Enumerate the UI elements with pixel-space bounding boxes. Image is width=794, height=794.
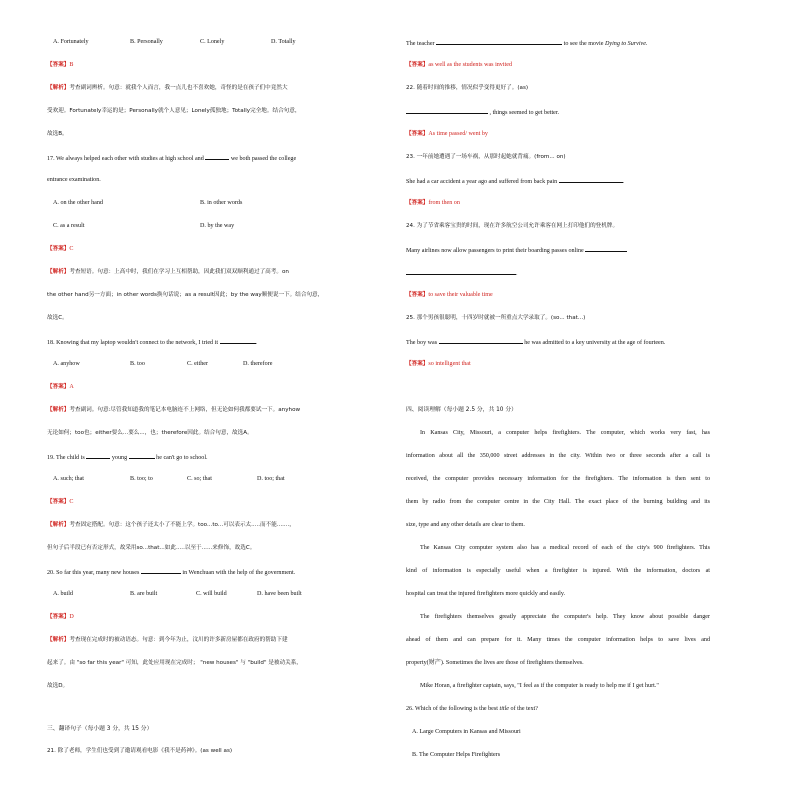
q21-fill-text-2: to see the movie — [563, 41, 604, 47]
q21-fill-text: The teacher — [406, 41, 435, 47]
passage-p3-line-3: property(财产). Sometimes the lives are those of firefighters themselves. — [406, 660, 584, 666]
q22-answer — [406, 130, 710, 138]
answer-value: to save their valuable time — [428, 292, 493, 298]
q17-option-d: D. by the way — [200, 223, 235, 229]
q17-stem-cont: entrance examination. — [47, 177, 101, 183]
q20-option-b: B. are built — [130, 591, 158, 597]
passage-p1-line-1: In Kansas City, Missouri, a computer helps firefighters. The computer, which works very fast, has — [420, 430, 710, 436]
answer-value: C — [69, 499, 74, 505]
passage-p2-line-3: hospital can treat the injured firefighters more quickly and easily. — [406, 591, 566, 597]
q18-option-d: D. therefore — [243, 361, 273, 367]
q18-option-c: C. either — [187, 361, 208, 367]
q20-blank — [141, 567, 181, 574]
q24-blank — [585, 245, 627, 252]
q18-option-a: A. anyhow — [53, 361, 80, 367]
passage-p1-line-2: information about all the 350,000 street addresses in the city. Within two or three seconds after a call is — [406, 453, 710, 459]
q16-answer — [47, 61, 353, 69]
q18-answer — [47, 383, 353, 391]
q19-blank-1 — [86, 452, 110, 459]
q23-blank — [559, 176, 623, 183]
q17-stem — [47, 153, 353, 163]
q21-blank — [436, 38, 562, 45]
q19-blank-2 — [129, 452, 155, 459]
q22-stem: 22. 随着时间的推移，情况似乎变得更好了。(as) — [406, 85, 529, 91]
q26-stem-italic: title — [499, 706, 509, 712]
answer-value: As time passed/ went by — [428, 131, 488, 137]
passage-p4: Mike Horan, a firefighter captain, says, "I feel as if the computer is ready to help me if I get hurt." — [420, 683, 659, 689]
passage-p2-line-2: kind of information is especially useful when a firefighter is injured. With the information, doctors at — [406, 568, 710, 574]
q20-stem — [47, 567, 353, 577]
answer-tag: 【答案】 — [47, 614, 70, 620]
q20-explanation-line-3: 故选D。 — [47, 683, 69, 689]
q18-blank — [220, 337, 256, 344]
q17-explanation-line-2: the other hand另一方面；in other words换句话说；as a result因此；by the way顺便说一下。结合句意， — [47, 292, 324, 298]
explanation-text: 考查短语。句意：上高中时，我们在学习上互相帮助，因此我们双双顺利通过了高考。on — [69, 269, 289, 275]
q19-stem-text: 19. The child is — [47, 455, 85, 461]
explanation-text: 考查副词辨析。句意：就我个人而言，我一点儿也不喜欢她，奇怪的是在孩子们中竟然大 — [69, 85, 288, 91]
q23-fill — [406, 176, 710, 186]
q25-fill — [406, 337, 710, 347]
answer-tag: 【答案】 — [47, 499, 70, 505]
answer-value: B — [69, 62, 74, 68]
passage-p3-line-1: The firefighters themselves greatly appreciate the computer's help. They know about possible danger — [420, 614, 710, 620]
q16-option-d: D. Totally — [271, 39, 296, 45]
q17-explanation-line-1 — [47, 268, 353, 276]
q20-option-a: A. build — [53, 591, 73, 597]
q24-fill-cont — [406, 268, 710, 278]
q17-stem-text-2: we both passed the college — [230, 156, 297, 162]
q16-option-c: C. Lonely — [200, 39, 225, 45]
q19-option-a: A. such; that — [53, 476, 84, 482]
q19-stem-text-2: young — [111, 455, 128, 461]
section-3-heading: 三、翻译句子（每小题 3 分，共 15 分） — [47, 726, 153, 732]
q19-stem — [47, 452, 353, 462]
q24-answer — [406, 291, 710, 299]
q17-option-b: B. in other words — [200, 200, 243, 206]
q25-answer — [406, 360, 710, 368]
q24-fill — [406, 245, 710, 255]
q26-stem — [406, 705, 710, 713]
q17-option-c: C. as a result — [53, 223, 85, 229]
q23-fill-end: . — [622, 179, 625, 185]
q24-blank-2 — [406, 268, 516, 275]
passage-p1-line-3: received, the computer provides necessary information for the firefighters. The information is then sent to — [406, 476, 710, 482]
q22-fill — [406, 107, 710, 117]
passage-p2-line-1: The Kansas City computer system also has a medical record of each of the city's 900 firefighters. This — [420, 545, 710, 551]
q21-stem: 21. 除了老师，学生们也受到了邀请观看电影《我不是药神》。(as well as) — [47, 748, 233, 754]
q20-explanation-line-1 — [47, 636, 353, 644]
q16-option-a: A. Fortunately — [53, 39, 89, 45]
q21-answer — [406, 61, 710, 69]
answer-tag: 【答案】 — [406, 62, 429, 68]
q23-fill-text: She had a car accident a year ago and suffered from back pain — [406, 179, 558, 185]
q18-option-b: B. too — [130, 361, 145, 367]
explanation-tag: 【解析】 — [47, 637, 70, 643]
q25-stem: 25. 那个男孩很聪明，十四岁时就被一所重点大学录取了。(so... that...) — [406, 315, 586, 321]
answer-value: A — [69, 384, 74, 390]
answer-tag: 【答案】 — [47, 246, 70, 252]
answer-tag: 【答案】 — [47, 384, 70, 390]
q24-stem: 24. 为了节省乘客宝贵的时间，现在许多航空公司允许乘客在网上打印他们的登机牌。 — [406, 223, 619, 229]
q20-answer — [47, 613, 353, 621]
section-4-heading: 四、阅读理解（每小题 2.5 分，共 10 分） — [406, 407, 517, 413]
q16-explanation-line-1 — [47, 84, 353, 92]
explanation-tag: 【解析】 — [47, 269, 70, 275]
answer-tag: 【答案】 — [406, 292, 429, 298]
answer-value: from then on — [428, 200, 460, 206]
q18-stem-end: . — [255, 340, 258, 346]
passage-p3-line-2: ahead of them and can prepare for it. Many times the computer information helps to save lives and — [406, 637, 710, 643]
q17-explanation-line-3: 故选C。 — [47, 315, 68, 321]
answer-tag: 【答案】 — [406, 361, 429, 367]
q19-answer — [47, 498, 353, 506]
q18-stem-text: 18. Knowing that my laptop wouldn't connect to the network, I tried it — [47, 340, 219, 346]
q17-stem-text: 17. We always helped each other with studies at high school and — [47, 156, 204, 162]
answer-value: as well as the students was invited — [428, 62, 512, 68]
answer-value: C — [69, 246, 74, 252]
q22-blank — [406, 107, 488, 114]
q24-fill-end: . — [516, 271, 518, 277]
q19-option-d: D. too; that — [257, 476, 285, 482]
q25-blank — [439, 337, 523, 344]
q20-explanation-line-2: 起来了。由 "so far this year" 可知，此处应用现在完成时； "new houses" 与 "build" 是被动关系， — [47, 660, 302, 666]
explanation-tag: 【解析】 — [47, 85, 70, 91]
q21-fill — [406, 38, 710, 48]
explanation-text: 考查现在完成时的被动语态。句意：到今年为止，汶川的许多新房屋都在政府的帮助下建 — [69, 637, 288, 643]
explanation-text: 考查副词。句意:尽管我知道我的笔记本电脑连不上网络，但无论如何我都要试一下。anyhow — [69, 407, 301, 413]
q17-option-a: A. on the other hand — [53, 200, 103, 206]
explanation-text: 考查固定搭配。句意：这个孩子还太小了不能上学。too...to...可以表示太.....而不能.......， — [69, 522, 295, 528]
q16-explanation-line-2: 受欢迎。Fortunately幸运的是；Personally就个人意见；Lonely孤独地；Totally完全地。结合句意， — [47, 108, 301, 114]
q26-option-b: B. The Computer Helps Firefighters — [412, 752, 501, 758]
answer-value: so intelligent that — [428, 361, 471, 367]
q23-answer — [406, 199, 710, 207]
q20-stem-text: 20. So far this year, many new houses — [47, 570, 140, 576]
passage-p1-line-4: them by radio from the computer centre in the City Hall. The exact place of the burning building and its — [406, 499, 710, 505]
q24-fill-text: Many airlines now allow passengers to print their boarding passes online — [406, 248, 584, 254]
q18-explanation-line-1 — [47, 406, 353, 414]
explanation-tag: 【解析】 — [47, 407, 70, 413]
q17-answer — [47, 245, 353, 253]
movie-title: Dying to Survive — [604, 41, 646, 47]
q22-fill-text: , things seemed to get better. — [489, 110, 560, 116]
q26-stem-text-2: of the text? — [510, 706, 538, 712]
q20-stem-text-2: in Wenchuan with the help of the government. — [182, 570, 296, 576]
q23-stem: 23. 一年前她遭遇了一场车祸，从那时起她就背痛。(from... on) — [406, 154, 566, 160]
q16-option-b: B. Personally — [130, 39, 163, 45]
q20-option-d: D. have been built — [257, 591, 302, 597]
answer-tag: 【答案】 — [47, 62, 70, 68]
q26-stem-text: 26. Which of the following is the best — [406, 706, 498, 712]
q25-fill-text: The boy was — [406, 340, 438, 346]
q18-stem — [47, 337, 353, 347]
q17-blank — [205, 153, 229, 160]
q16-explanation-line-3: 故选B。 — [47, 131, 68, 137]
q19-option-c: C. so; that — [187, 476, 212, 482]
q18-explanation-line-2: 无论如何；too也；either要么...要么...，也；therefore因此。结合句意，故选A。 — [47, 430, 253, 436]
q19-explanation-line-2: 但句子后半段已有否定形式，故采用so...that...如此.....以至于......来修饰，故选C。 — [47, 545, 256, 551]
q20-option-c: C. will build — [196, 591, 227, 597]
q25-fill-text-2: he was admitted to a key university at the age of fourteen. — [524, 340, 666, 346]
answer-value: D — [69, 614, 74, 620]
q26-option-a: A. Large Computers in Kansas and Missouri — [412, 729, 521, 735]
answer-tag: 【答案】 — [406, 131, 429, 137]
q21-fill-end: . — [645, 41, 648, 47]
q19-stem-text-3: he can't go to school. — [156, 455, 208, 461]
answer-tag: 【答案】 — [406, 200, 429, 206]
explanation-tag: 【解析】 — [47, 522, 70, 528]
q19-option-b: B. too; to — [130, 476, 153, 482]
passage-p1-line-5: size, type and any other details are clear to them. — [406, 522, 525, 528]
q19-explanation-line-1 — [47, 521, 353, 529]
